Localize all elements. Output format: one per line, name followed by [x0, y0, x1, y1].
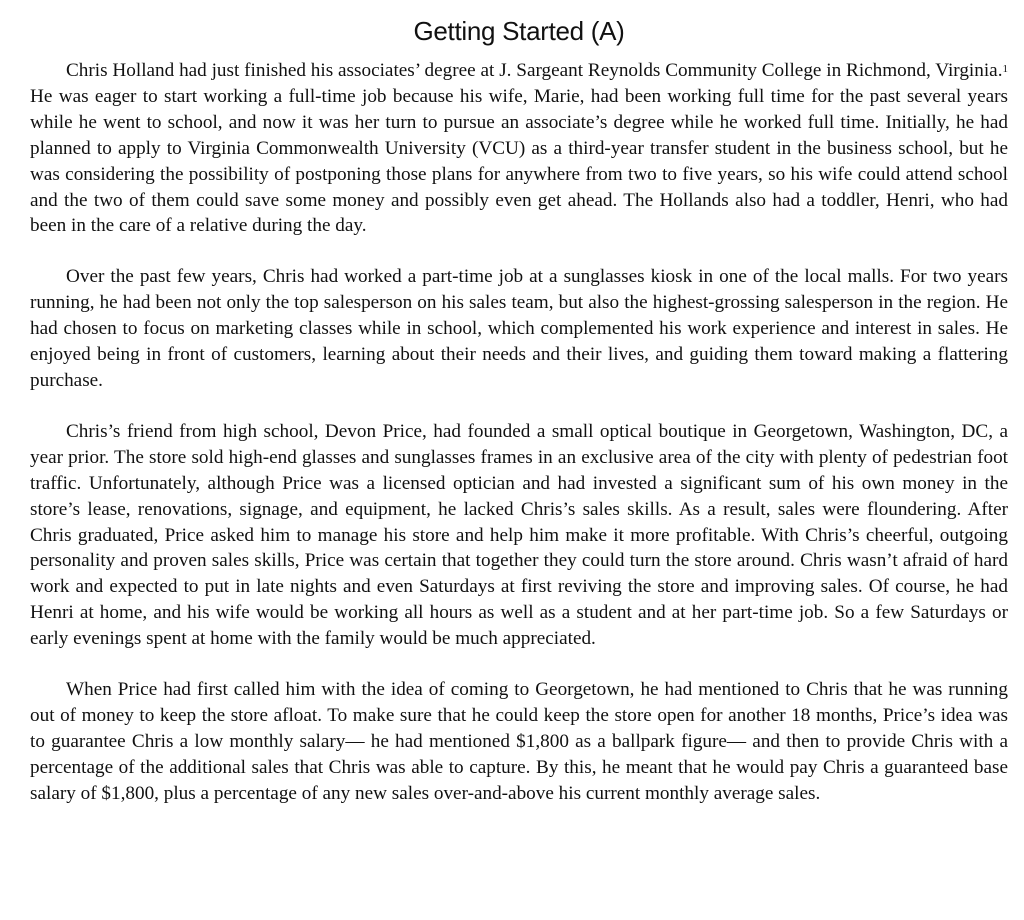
footnote-marker[interactable]: 1 — [1002, 62, 1008, 75]
paragraph-2: Over the past few years, Chris had worked a part-time job at a sunglasses kiosk in one of the local malls. For two years running, he had been not only the top salesperson on his sales team, but also the highest-grossing salesperson in the region. He had chosen to focus on marketing classes while in school, which complemented his work experience and interest in sales. He enjoyed being in front of customers, learning about their needs and their lives, and guiding them toward making a flattering purchase. — [30, 266, 1008, 391]
paragraph-1-text: Chris Holland had just finished his associates’ degree at J. Sargeant Reynolds Community College in Richmond, Virginia. — [66, 60, 1003, 81]
document-title: Getting Started (A) — [413, 16, 625, 46]
paragraph-4: When Price had first called him with the idea of coming to Georgetown, he had mentioned to Chris that he was running out of money to keep the store afloat. To make sure that he could keep the store open for another 18 months, Price’s idea was to guarantee Chris a low monthly salary— he had mentioned $1,800 as a ballpark figure— and then to provide Chris with a percentage of the additional sales that Chris was able to capture. By this, he meant that he would pay Chris a guaranteed base salary of $1,800, plus a percentage of any new sales over-and-above his current monthly average sales. — [30, 679, 1008, 804]
paragraph-1-text-continued: He was eager to start working a full-time job because his wife, Marie, had been working full time for the past several years while he went to school, and now it was her turn to pursue an associate’s degree while he worked full time. Initially, he had planned to apply to Virginia Commonwealth University (VCU) as a third-year transfer student in the business school, but he was considering the possibility of postponing those plans for anywhere from two to five years, so his wife could attend school and the two of them could save some money and possibly even get ahead. The Hollands also had a toddler, Henri, who had been in the care of a relative during the day. — [30, 85, 1008, 237]
paragraph-1 — [30, 58, 1008, 239]
document-body — [30, 58, 1008, 807]
paragraph-3: Chris’s friend from high school, Devon Price, had founded a small optical boutique in Georgetown, Washington, DC, a year prior. The store sold high-end glasses and sunglasses frames in an exclusive area of the city with plenty of pedestrian foot traffic. Unfortunately, although Price was a licensed optician and had invested a significant sum of his own money in the store’s lease, renovations, signage, and equipment, he lacked Chris’s sales skills. As a result, sales were floundering. After Chris graduated, Price asked him to manage his store and help him make it more profitable. With Chris’s cheerful, outgoing personality and proven sales skills, Price was certain that together they could turn the store around. Chris wasn’t afraid of hard work and expected to put in late nights and even Saturdays at first reviving the store and improving sales. Of course, he had Henri at home, and his wife would be working all hours as well as a student and at her part-time job. So a few Saturdays or early evenings spent at home with the family would be much appreciated. — [30, 420, 1008, 650]
